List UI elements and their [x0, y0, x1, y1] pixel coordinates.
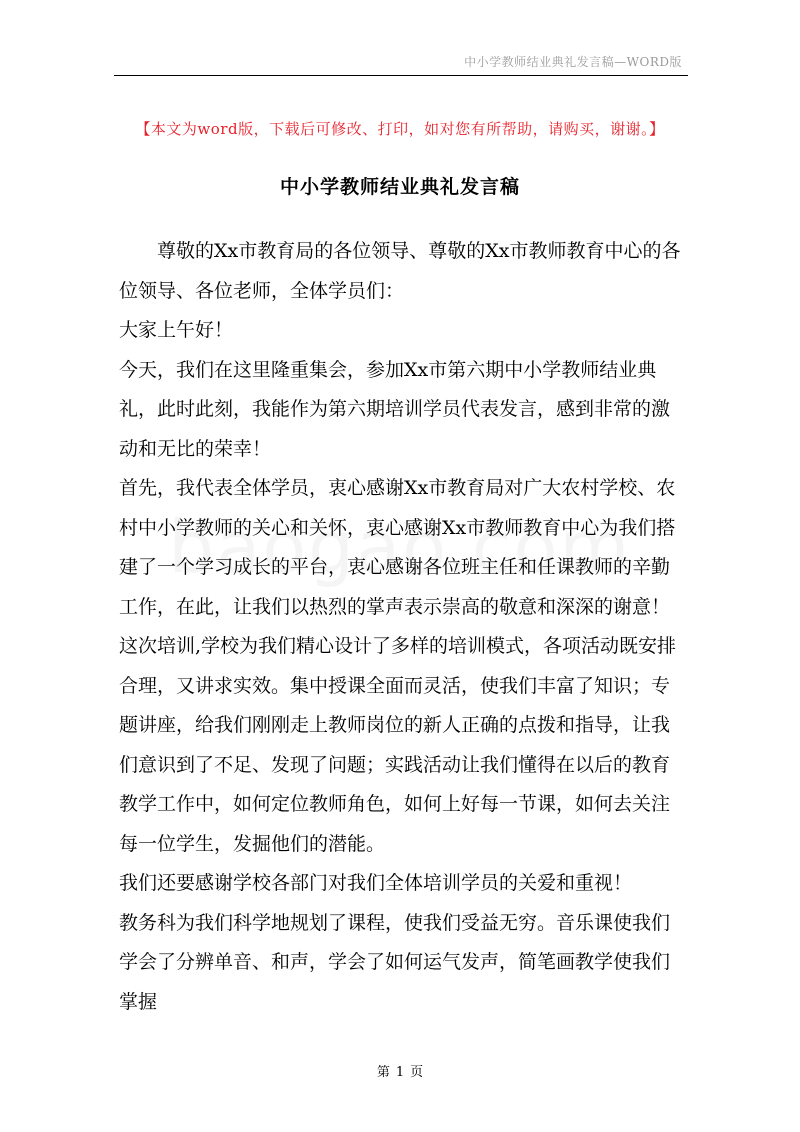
page-label-prefix: 第 — [376, 1065, 390, 1080]
document-title: 中小学教师结业典礼发言稿 — [279, 176, 520, 198]
paragraph-greeting: 大家上午好！ — [119, 319, 234, 341]
header-divider — [114, 75, 688, 76]
paragraph-thanks: 首先，我代表全体学员，衷心感谢Xx市教育局对广大农村学校、农村中小学教师的关心和关怀，衷心感谢Xx市教师教育中心为我们搭建了一个学习成长的平台，衷心感谢各位班主任和任课教师的辛勤工作，在此，让我们以热烈的掌声表示崇高的敬意和深深的谢意！ — [119, 477, 676, 618]
paragraph-intro: 今天，我们在这里隆重集会，参加Xx市第六期中小学教师结业典礼，此时此刻，我能作为第六期培训学员代表发言，感到非常的激动和无比的荣幸！ — [119, 358, 671, 460]
download-notice: 【本文为word版，下载后可修改、打印，如对您有所帮助，请购买，谢谢。】 — [135, 120, 665, 138]
paragraph-salutation: 尊敬的Xx市教育局的各位领导、尊敬的Xx市教师教育中心的各位领导、各位老师，全体学员们： — [119, 240, 681, 302]
paragraph-training: 这次培训,学校为我们精心设计了多样的培训模式，各项活动既安排合理，又讲求实效。集中授课全面而灵活，使我们丰富了知识；专题讲座，给我们刚刚走上教师岗位的新人正确的点拨和指导，让我们意识到了不足、发现了问题；实践活动让我们懂得在以后的教育教学工作中，如何定位教师角色，如何上好每一节课，如何去关注每一位学生，发掘他们的潜能。 — [119, 635, 677, 855]
page-number: 1 — [395, 1065, 405, 1080]
document-body — [119, 232, 687, 1022]
paragraph-curriculum: 教务科为我们科学地规划了课程，使我们受益无穷。音乐课使我们学会了分辨单音、和声，学会了如何运气发声，简笔画教学使我们掌握 — [119, 911, 671, 1013]
running-header: 中小学教师结业典礼发言稿—WORD版 — [464, 55, 682, 69]
paragraph-departments: 我们还要感谢学校各部门对我们全体培训学员的关爱和重视！ — [119, 872, 633, 894]
page-label-suffix: 页 — [410, 1065, 424, 1080]
page-footer — [0, 1061, 800, 1080]
